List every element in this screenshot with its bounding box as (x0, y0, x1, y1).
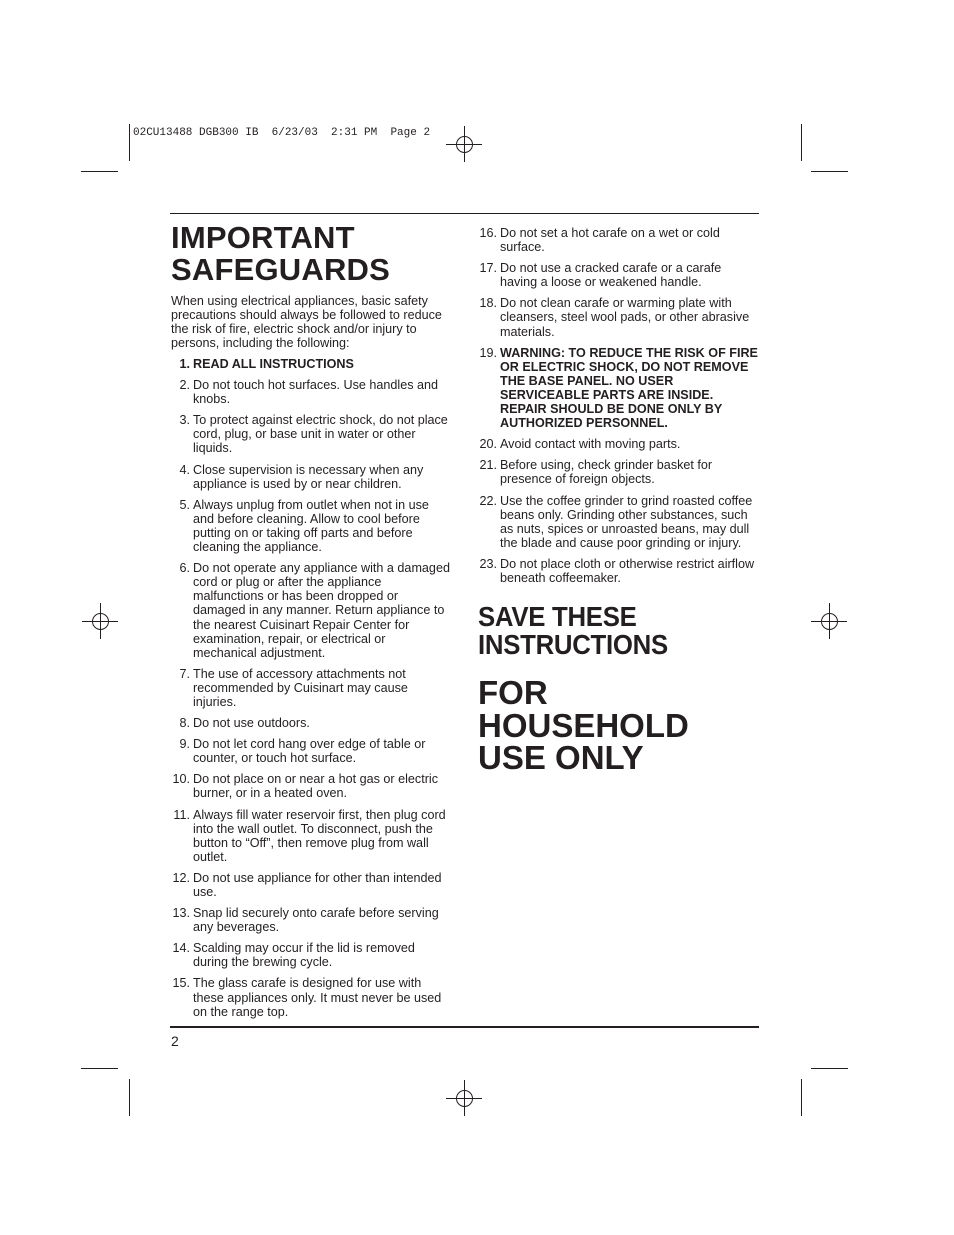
registration-mark-icon (811, 603, 847, 639)
print-slug: 02CU13488 DGB300 IB 6/23/03 2:31 PM Page 2 (133, 127, 431, 139)
crop-mark (811, 1068, 848, 1069)
list-item: 12. Do not use appliance for other than intended use. (172, 870, 442, 899)
list-item: 23. Do not place cloth or otherwise restrict airflow beneath coffeemaker. (479, 556, 755, 585)
crop-mark (129, 124, 130, 161)
list-item: 4. Close supervision is necessary when any appliance is used by or near children. (179, 462, 424, 491)
list-item: 15. The glass carafe is designed for use with these appliances only. It must never be used on the range top. (172, 976, 442, 1019)
registration-mark-icon (446, 1080, 482, 1116)
list-item: 22. Use the coffee grinder to grind roasted coffee beans only. Grinding other substances, such as nuts, spices or unroasted beans, may dull the blade and cause poor grinding or injury. (479, 493, 753, 550)
list-item: 6. Do not operate any appliance with a damaged cord or plug or after the appliance malfunctions or has been dropped or damaged in any manner. Return appliance to the nearest Cuisinart Repair Center for examination, repair, or electrical or mechanical adjustment. (179, 561, 450, 660)
list-item: 13. Snap lid securely onto carafe before serving any beverages. (172, 906, 439, 935)
list-item: 5. Always unplug from outlet when not in use and before cleaning. Allow to cool before putting on or taking off parts and before cleaning the appliance. (179, 497, 429, 555)
household-use-heading: FOR HOUSEHOLD USE ONLY (478, 674, 689, 777)
crop-mark (811, 171, 848, 172)
list-item: 10. Do not place on or near a hot gas or electric burner, or in a heated oven. (172, 772, 439, 801)
crop-mark (81, 1068, 118, 1069)
list-item: 8. Do not use outdoors. (179, 716, 310, 731)
registration-mark-icon (82, 603, 118, 639)
list-item: 11. Always fill water reservoir first, then plug cord into the wall outlet. To disconnect, push the button to “Off”, then remove plug from wall outlet. (173, 807, 446, 864)
left-column (171, 222, 451, 1026)
safeguards-list-continued (478, 226, 758, 585)
crop-mark (129, 1079, 130, 1116)
list-item: 1. READ ALL INSTRUCTIONS (179, 357, 354, 371)
list-item: 16. Do not set a hot carafe on a wet or cold surface. (479, 226, 720, 255)
list-item: 21. Before using, check grinder basket for presence of foreign objects. (479, 458, 713, 487)
page-number: 2 (171, 1033, 179, 1049)
crop-mark (801, 124, 802, 161)
list-item: 20. Avoid contact with moving parts. (479, 437, 681, 452)
list-item: 18. Do not clean carafe or warming plate with cleansers, steel wool pads, or other abrasive materials. (479, 296, 750, 339)
list-item: 2. Do not touch hot surfaces. Use handles and knobs. (179, 378, 439, 407)
list-item: 14. Scalding may occur if the lid is removed during the brewing cycle. (172, 941, 415, 970)
save-instructions-heading: SAVE THESE INSTRUCTIONS (478, 601, 668, 661)
crop-mark (81, 171, 118, 172)
crop-mark (801, 1079, 802, 1116)
list-item: 3. To protect against electric shock, do not place cord, plug, or base unit in water or other liquids. (179, 413, 448, 456)
intro-paragraph: When using electrical appliances, basic safety precautions should always be followed to reduce the risk of fire, electric shock and/or injury to persons, including the following: (171, 294, 442, 350)
list-item: 9. Do not let cord hang over edge of table or counter, or touch hot surface. (179, 737, 426, 766)
warning-item: 19. WARNING: TO REDUCE THE RISK OF FIRE OR ELECTRIC SHOCK, DO NOT REMOVE THE BASE PANEL. NO USER SERVICEABLE PARTS ARE INSIDE. REPAIR SHOULD BE DONE ONLY BY AUTHORIZED PERSONNEL. (479, 345, 758, 431)
list-item: 17. Do not use a cracked carafe or a carafe having a loose or weakened handle. (479, 261, 722, 290)
safeguards-list (171, 357, 451, 1019)
list-item: 7. The use of accessory attachments not recommended by Cuisinart may cause injuries. (179, 666, 408, 709)
page-title: IMPORTANT SAFEGUARDS (171, 220, 391, 287)
bottom-rule (170, 1026, 759, 1028)
top-rule (170, 213, 759, 214)
right-column (478, 226, 758, 775)
registration-mark-icon (446, 126, 482, 162)
